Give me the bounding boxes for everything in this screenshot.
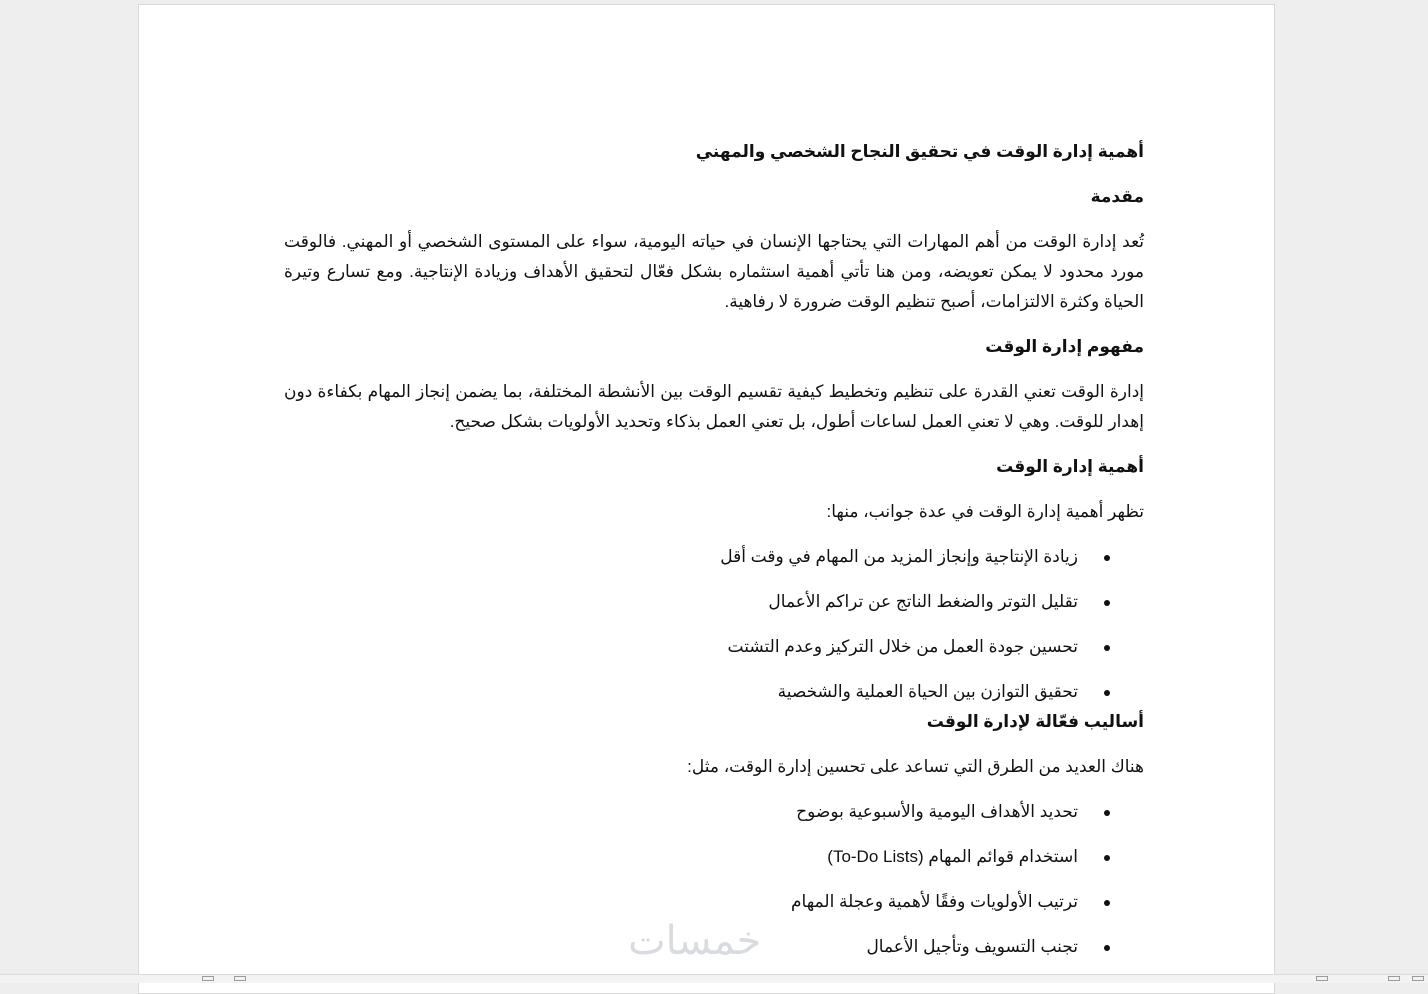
list-item-text: تقليل التوتر والضغط الناتج عن تراكم الأعمال [768, 592, 1078, 611]
bullet-icon [1104, 945, 1110, 951]
paragraph-intro: تُعد إدارة الوقت من أهم المهارات التي يحتاجها الإنسان في حياته اليومية، سواء على المستوى الشخصي أو المهني. فالوقت مورد محدود لا يمكن تعويضه، ومن هنا تأتي أهمية استثماره بشكل فعّال لتحقيق الأهداف وزيادة الإنتاجية. ومع تسارع وتيرة الحياة وكثرة الالتزامات، أصبح تنظيم الوقت ضرورة لا رفاهية. [284, 232, 1144, 311]
section-heading-methods: أساليب فعّالة لإدارة الوقت [926, 712, 1144, 731]
bullet-icon [1104, 645, 1110, 651]
bullet-icon [1104, 690, 1110, 696]
document-page [138, 4, 1275, 994]
list-item [284, 632, 1144, 662]
list-item [284, 797, 1144, 827]
list-item [284, 677, 1144, 707]
list-item-text: تحديد الأهداف اليومية والأسبوعية بوضوح [796, 802, 1078, 821]
paragraph-importance-intro: تظهر أهمية إدارة الوقت في عدة جوانب، منها: [826, 502, 1144, 521]
importance-list [284, 542, 1144, 707]
page-view-icon[interactable] [202, 976, 214, 981]
accessibility-icon[interactable] [234, 976, 246, 981]
print-layout-icon[interactable] [1388, 976, 1400, 981]
list-item [284, 542, 1144, 572]
document-body[interactable] [284, 137, 1144, 977]
list-item-text: ترتيب الأولويات وفقًا لأهمية وعجلة المهام [791, 892, 1078, 911]
section-heading-intro: مقدمة [1090, 187, 1144, 206]
list-item [284, 587, 1144, 617]
bullet-icon [1104, 900, 1110, 906]
section-heading-importance: أهمية إدارة الوقت [996, 457, 1144, 476]
list-item-text: زيادة الإنتاجية وإنجاز المزيد من المهام في وقت أقل [720, 547, 1078, 566]
bullet-icon [1104, 810, 1110, 816]
bullet-icon [1104, 555, 1110, 561]
list-item-text: تحسين جودة العمل من خلال التركيز وعدم التشتت [727, 637, 1078, 656]
section-heading-concept: مفهوم إدارة الوقت [985, 337, 1144, 356]
list-item-text: استخدام قوائم المهام (To-Do Lists) [827, 847, 1078, 866]
paragraph-methods-intro: هناك العديد من الطرق التي تساعد على تحسين إدارة الوقت، مثل: [687, 757, 1144, 776]
list-item [284, 887, 1144, 917]
web-layout-icon[interactable] [1412, 976, 1424, 981]
bullet-icon [1104, 855, 1110, 861]
list-item-text: تحقيق التوازن بين الحياة العملية والشخصية [777, 682, 1078, 701]
document-title: أهمية إدارة الوقت في تحقيق النجاح الشخصي والمهني [695, 142, 1144, 161]
list-item [284, 842, 1144, 872]
paragraph-concept: إدارة الوقت تعني القدرة على تنظيم وتخطيط كيفية تقسيم الوقت بين الأنشطة المختلفة، بما يضمن إنجاز المهام بكفاءة دون إهدار للوقت. وهي لا تعني العمل لساعات أطول، بل تعني العمل بذكاء وتحديد الأولويات بشكل صحيح. [284, 382, 1144, 431]
bullet-icon [1104, 600, 1110, 606]
focus-icon[interactable] [1316, 976, 1328, 981]
watermark-logo: خمسات [628, 919, 762, 963]
list-item-text: تجنب التسويف وتأجيل الأعمال [866, 937, 1078, 956]
